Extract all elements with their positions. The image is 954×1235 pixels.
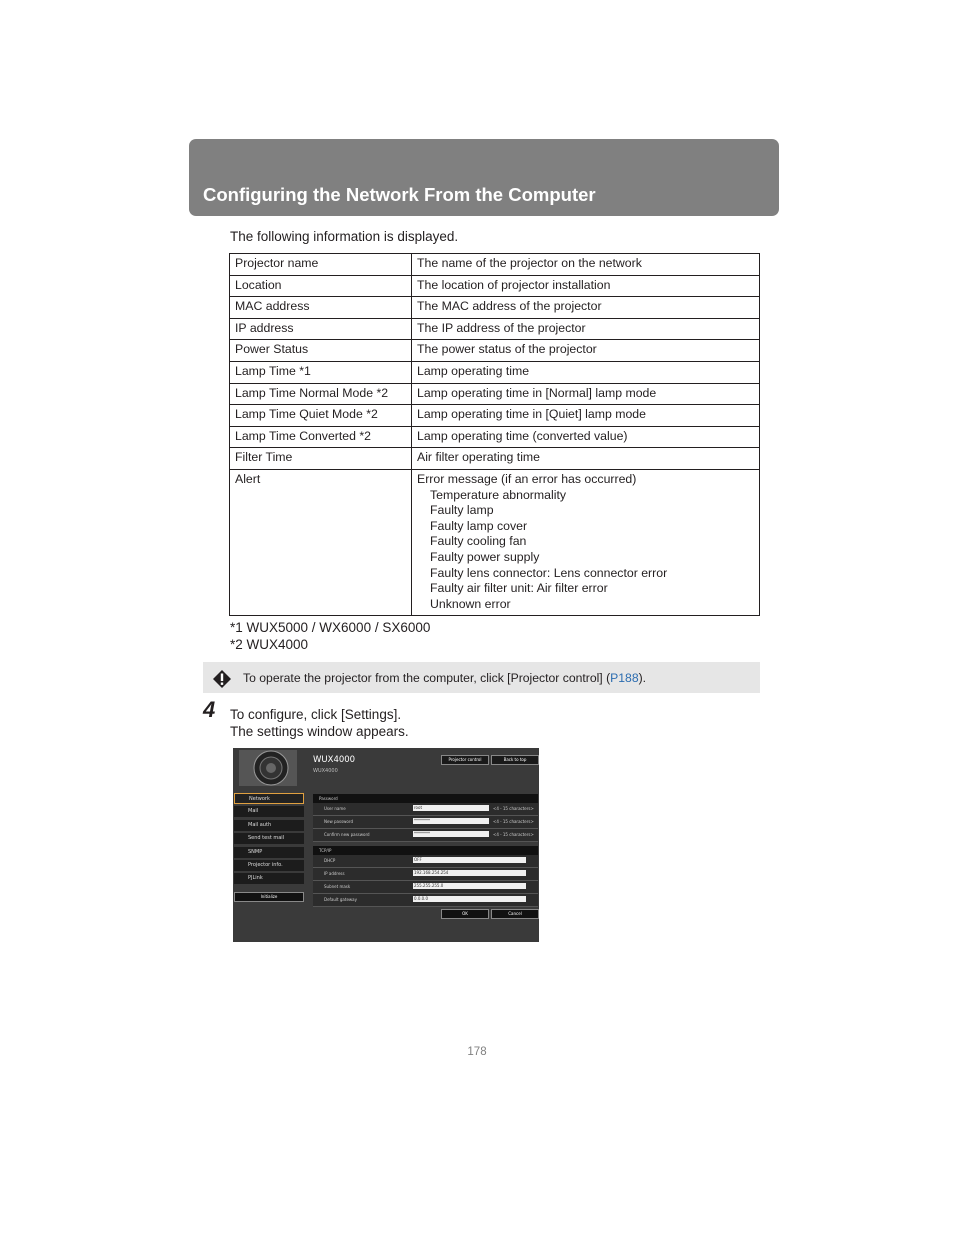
table-row (230, 361, 760, 383)
alert-item: Faulty cooling fan (430, 534, 527, 549)
subnet-mask-input[interactable]: 255.255.255.0 (413, 883, 526, 889)
header-band (189, 139, 779, 216)
user-name-input[interactable]: root (413, 805, 489, 811)
note-text-before: To operate the projector from the computer, click [Projector control] ( (243, 671, 611, 685)
table-row-alert (230, 469, 760, 615)
ok-button[interactable]: OK (441, 909, 489, 919)
table-row (230, 426, 760, 448)
table-cell-desc: Lamp operating time (converted value) (412, 426, 760, 448)
default-gateway-row (313, 894, 538, 907)
alert-item: Faulty lens connector: Lens connector error (430, 565, 668, 580)
table-cell-desc: Lamp operating time in [Quiet] lamp mode (412, 405, 760, 427)
settings-screenshot (233, 748, 539, 942)
field-hint: <4 - 15 characters> (493, 819, 534, 824)
table-row (230, 383, 760, 405)
table-row (230, 448, 760, 470)
table-row (230, 297, 760, 319)
table-cell-label: Lamp Time Converted *2 (230, 426, 412, 448)
table-cell-label: Location (230, 275, 412, 297)
ip-address-row (313, 868, 538, 881)
new-password-input[interactable]: ******** (413, 818, 489, 824)
alert-item: Faulty power supply (430, 549, 540, 564)
settings-menu (234, 793, 304, 887)
password-panel (313, 794, 538, 842)
table-cell-desc: The IP address of the projector (412, 318, 760, 340)
table-cell-desc: The name of the projector on the network (412, 254, 760, 276)
alert-item: Temperature abnormality (430, 487, 567, 502)
table-cell-desc: Lamp operating time in [Normal] lamp mode (412, 383, 760, 405)
alert-item: Unknown error (430, 596, 511, 611)
note-text (243, 671, 646, 685)
page-link[interactable]: P188 (610, 671, 639, 685)
table-cell-desc: The power status of the projector (412, 340, 760, 362)
table-row (230, 318, 760, 340)
footnote-1: *1 WUX5000 / WX6000 / SX6000 (230, 620, 431, 635)
field-hint: <4 - 15 characters> (493, 806, 534, 811)
table-cell-label: IP address (230, 318, 412, 340)
menu-item-mail-auth[interactable]: Mail auth (234, 820, 304, 831)
table-cell-desc: Air filter operating time (412, 448, 760, 470)
field-label: IP address (324, 871, 345, 876)
confirm-password-input[interactable]: ******** (413, 831, 489, 837)
table-row (230, 254, 760, 276)
table-cell-label: Alert (230, 469, 412, 615)
step-text (230, 706, 409, 740)
table-cell-label: Lamp Time Normal Mode *2 (230, 383, 412, 405)
note-box (203, 662, 760, 693)
caution-icon (212, 669, 232, 689)
new-password-row (313, 816, 538, 829)
table-cell-label: Power Status (230, 340, 412, 362)
confirm-password-row (313, 829, 538, 842)
table-cell-desc (412, 469, 760, 615)
subnet-mask-row (313, 881, 538, 894)
step-line-1: To configure, click [Settings]. (230, 707, 402, 722)
field-label: User name (324, 806, 346, 811)
menu-item-projector-info[interactable]: Projector info. (234, 860, 304, 871)
dhcp-select[interactable]: OFF (413, 857, 526, 863)
footnote-2: *2 WUX4000 (230, 637, 309, 652)
page-title: Configuring the Network From the Computer (203, 184, 596, 205)
menu-item-mail[interactable]: Mail (234, 806, 304, 817)
field-hint: <4 - 15 characters> (493, 832, 534, 837)
alert-item: Faulty air filter unit: Air filter error (430, 581, 608, 596)
ip-address-input[interactable]: 192.168.254.254 (413, 870, 526, 876)
menu-item-network[interactable]: Network (234, 793, 304, 804)
alert-title: Error message (if an error has occurred) (417, 471, 637, 486)
table-cell-label: MAC address (230, 297, 412, 319)
field-label: New password (324, 819, 353, 824)
tcpip-panel (313, 846, 538, 907)
projector-control-button[interactable]: Projector control (441, 755, 489, 765)
menu-item-pjlink[interactable]: PJLink (234, 873, 304, 884)
projector-lens-icon (239, 750, 297, 786)
page-number: 178 (467, 1046, 487, 1058)
table-cell-label: Lamp Time Quiet Mode *2 (230, 405, 412, 427)
table-row (230, 405, 760, 427)
table-cell-desc: The location of projector installation (412, 275, 760, 297)
user-name-row (313, 803, 538, 816)
alert-item: Faulty lamp (430, 503, 494, 518)
info-table (229, 253, 760, 616)
table-row (230, 275, 760, 297)
table-cell-label: Projector name (230, 254, 412, 276)
dhcp-row (313, 855, 538, 868)
note-text-after: ). (638, 671, 647, 685)
initialize-button[interactable]: Initialize (234, 892, 304, 902)
step-number: 4 (203, 697, 216, 722)
table-cell-label: Lamp Time *1 (230, 361, 412, 383)
password-section-head: Password (313, 794, 538, 803)
field-label: Confirm new password (324, 832, 370, 837)
alert-item: Faulty lamp cover (430, 518, 528, 533)
tcpip-section-head: TCP/IP (313, 846, 538, 855)
menu-item-snmp[interactable]: SNMP (234, 847, 304, 858)
model-subtitle: WUX4000 (313, 768, 338, 774)
back-to-top-button[interactable]: Back to top (491, 755, 539, 765)
table-cell-desc: Lamp operating time (412, 361, 760, 383)
field-label: Default gateway (324, 897, 357, 902)
step-line-2: The settings window appears. (230, 724, 409, 739)
intro-text: The following information is displayed. (230, 229, 459, 244)
default-gateway-input[interactable]: 0.0.0.0 (413, 896, 526, 902)
model-name: WUX4000 (313, 755, 356, 765)
table-cell-label: Filter Time (230, 448, 412, 470)
table-cell-desc: The MAC address of the projector (412, 297, 760, 319)
field-label: Subnet mask (324, 884, 351, 889)
table-row (230, 340, 760, 362)
cancel-button[interactable]: Cancel (491, 909, 539, 919)
field-label: DHCP (324, 858, 336, 863)
menu-item-send-test-mail[interactable]: Send test mail (234, 833, 304, 844)
